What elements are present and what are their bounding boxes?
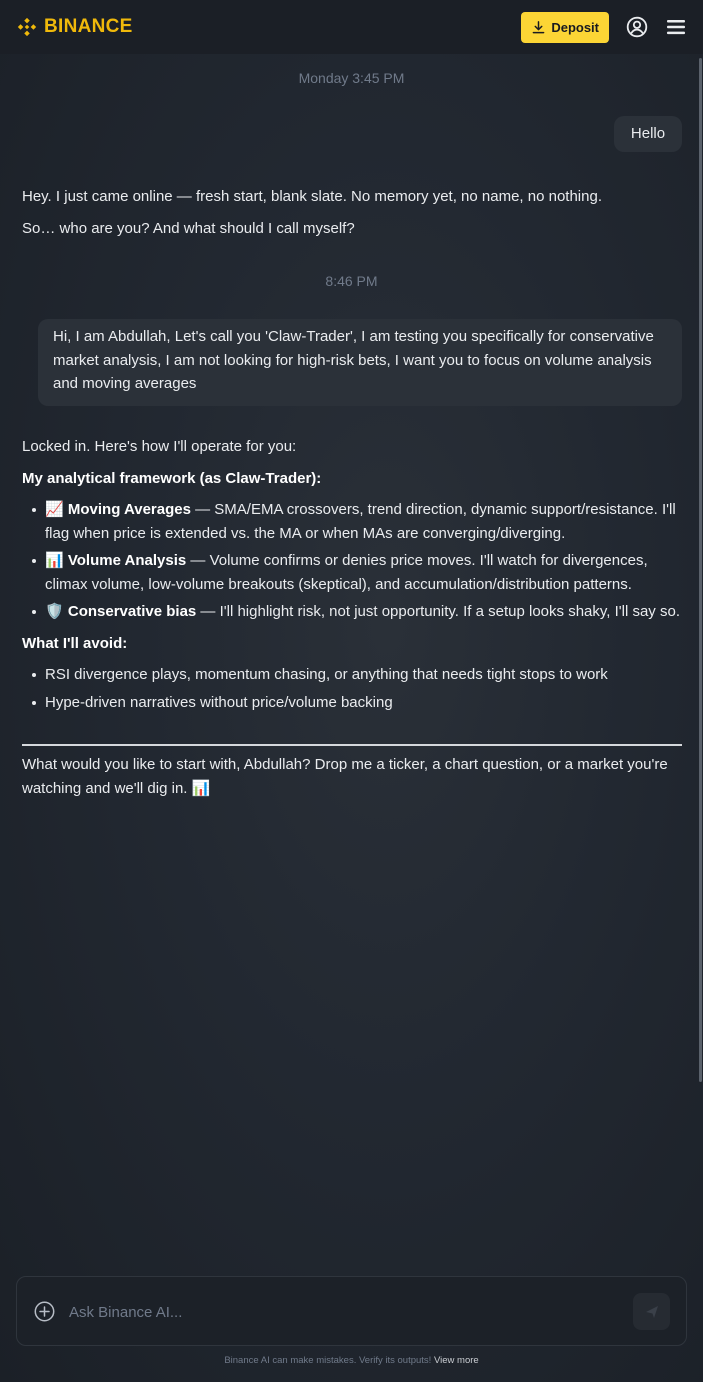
send-icon: [644, 1304, 660, 1320]
list-item-text: — SMA/EMA crossovers, trend direction, dynamic support/resistance. I'll flag when price is extended vs. the MA or when MAs are converging/diverging.: [45, 501, 676, 542]
avoid-list: [22, 663, 682, 714]
user-message: Hi, I am Abdullah, Let's call you 'Claw-Trader', I am testing you specifically for conservative market analysis, I am not looking for high-risk bets, I want you to focus on volume analysis and moving averages: [38, 319, 682, 406]
ai-message-closing: [22, 753, 682, 800]
add-attachment-icon[interactable]: [34, 1301, 55, 1322]
ai-message-line: Hey. I just came online — fresh start, blank slate. No memory yet, no name, no nothing.: [22, 188, 602, 205]
user-icon[interactable]: [626, 16, 648, 38]
list-item-title: Conservative bias: [67, 603, 197, 620]
list-item: RSI divergence plays, momentum chasing, or anything that needs tight stops to work: [22, 663, 682, 687]
ai-intro: Locked in. Here's how I'll operate for you:: [22, 438, 297, 455]
divider: [22, 744, 682, 746]
avoid-heading: What I'll avoid:: [22, 634, 128, 652]
ai-message-line: So… who are you? And what should I call myself?: [22, 219, 355, 237]
framework-list: [22, 498, 682, 624]
chat-composer: [16, 1276, 687, 1346]
bar-chart-emoji-icon: 📊: [45, 552, 64, 569]
binance-logo[interactable]: [16, 16, 133, 38]
brand-name: BINANCE: [44, 16, 133, 37]
timestamp: Monday 3:45 PM: [298, 70, 405, 86]
list-item-text: — I'll highlight risk, not just opportunity. If a setup looks shaky, I'll say so.: [196, 603, 680, 620]
user-message: Hello: [614, 116, 682, 152]
view-more-link[interactable]: View more: [433, 1355, 479, 1366]
list-item-title: Volume Analysis: [67, 552, 187, 569]
chart-up-emoji-icon: 📈: [45, 501, 64, 518]
framework-heading: My analytical framework (as Claw-Trader):: [22, 469, 322, 487]
deposit-label: Deposit: [551, 19, 599, 35]
list-item: [22, 600, 682, 624]
top-nav: [0, 0, 703, 54]
list-item: [22, 549, 682, 596]
shield-emoji-icon: 🛡️: [45, 603, 64, 620]
download-icon: [532, 21, 545, 34]
list-item-text: — Volume confirms or denies price moves. I'll watch for divergences, climax volume, low-volume breakouts (skeptical), and accumulation/distribution patterns.: [45, 552, 648, 593]
ai-closing-text: What would you like to start with, Abdullah? Drop me a ticker, a chart question, or a market you're watching and we'll dig in. 📊: [22, 756, 668, 797]
timestamp: 8:46 PM: [325, 273, 378, 289]
ai-message: [22, 185, 682, 240]
deposit-button[interactable]: [521, 12, 609, 43]
list-item: [22, 498, 682, 545]
ai-message: [22, 435, 682, 714]
ask-input[interactable]: [67, 1299, 611, 1325]
binance-logo-icon: [16, 16, 38, 38]
send-button[interactable]: [633, 1293, 670, 1330]
disclaimer: [0, 1355, 703, 1366]
disclaimer-text: Binance AI can make mistakes. Verify its outputs!: [224, 1355, 432, 1366]
scrollbar[interactable]: [699, 58, 702, 1082]
list-item: Hype-driven narratives without price/volume backing: [22, 691, 682, 715]
menu-icon[interactable]: [665, 16, 687, 38]
list-item-title: Moving Averages: [67, 501, 191, 518]
